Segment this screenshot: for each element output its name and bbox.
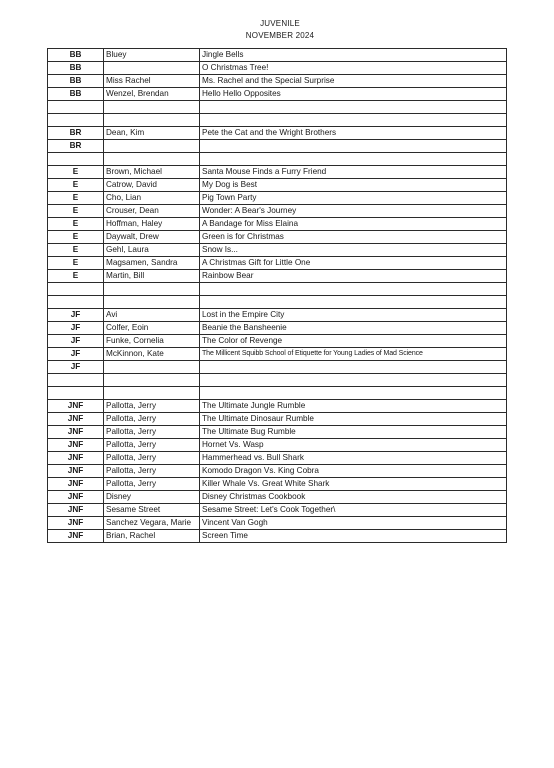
title-cell: Green is for Christmas	[200, 231, 507, 244]
table-row	[48, 244, 507, 257]
table-row	[48, 62, 507, 75]
title-cell: The Color of Revenge	[200, 335, 507, 348]
author-cell: Cho, Lian	[104, 192, 200, 205]
category-cell: JNF	[48, 504, 104, 517]
title-cell: Pete the Cat and the Wright Brothers	[200, 127, 507, 140]
author-cell: Daywalt, Drew	[104, 231, 200, 244]
table-row	[48, 114, 507, 127]
title-cell	[200, 361, 507, 374]
table-row	[48, 478, 507, 491]
table-row	[48, 439, 507, 452]
author-cell: Brian, Rachel	[104, 530, 200, 543]
title-cell: Snow Is...	[200, 244, 507, 257]
book-list-table	[47, 48, 507, 543]
category-cell	[48, 374, 104, 387]
author-cell	[104, 62, 200, 75]
category-cell: E	[48, 205, 104, 218]
table-row	[48, 387, 507, 400]
category-cell: BB	[48, 62, 104, 75]
category-cell: E	[48, 218, 104, 231]
category-cell: JNF	[48, 478, 104, 491]
category-cell: E	[48, 270, 104, 283]
category-cell: JNF	[48, 452, 104, 465]
category-cell: JF	[48, 309, 104, 322]
table-row	[48, 309, 507, 322]
category-cell: JNF	[48, 426, 104, 439]
author-cell	[104, 140, 200, 153]
category-cell: E	[48, 192, 104, 205]
category-cell: E	[48, 231, 104, 244]
author-cell: Sanchez Vegara, Marie	[104, 517, 200, 530]
author-cell	[104, 114, 200, 127]
title-cell	[200, 296, 507, 309]
title-cell	[200, 101, 507, 114]
author-cell: Dean, Kim	[104, 127, 200, 140]
author-cell	[104, 387, 200, 400]
category-cell	[48, 283, 104, 296]
title-cell: Pig Town Party	[200, 192, 507, 205]
title-cell: The Ultimate Jungle Rumble	[200, 400, 507, 413]
author-cell	[104, 283, 200, 296]
category-cell: JF	[48, 335, 104, 348]
author-cell: Pallotta, Jerry	[104, 426, 200, 439]
author-cell: Catrow, David	[104, 179, 200, 192]
book-list-body	[48, 49, 507, 543]
author-cell: Wenzel, Brendan	[104, 88, 200, 101]
table-row	[48, 348, 507, 361]
category-cell: BR	[48, 127, 104, 140]
category-cell: E	[48, 179, 104, 192]
category-cell: E	[48, 166, 104, 179]
author-cell	[104, 296, 200, 309]
title-cell	[200, 283, 507, 296]
table-row	[48, 426, 507, 439]
month-title: NOVEMBER 2024	[245, 31, 315, 40]
table-row	[48, 192, 507, 205]
title-cell: The Ultimate Dinosaur Rumble	[200, 413, 507, 426]
author-cell: Pallotta, Jerry	[104, 413, 200, 426]
title-cell: A Christmas Gift for Little One	[200, 257, 507, 270]
author-cell	[104, 153, 200, 166]
title-cell	[200, 153, 507, 166]
author-cell: Crouser, Dean	[104, 205, 200, 218]
author-cell: Colfer, Eoin	[104, 322, 200, 335]
title-cell: Ms. Rachel and the Special Surprise	[200, 75, 507, 88]
title-cell: Sesame Street: Let's Cook Together\	[200, 504, 507, 517]
author-cell: Avi	[104, 309, 200, 322]
title-cell: Wonder: A Bear's Journey	[200, 205, 507, 218]
title-cell: Lost in the Empire City	[200, 309, 507, 322]
author-cell: Hoffman, Haley	[104, 218, 200, 231]
title-cell	[200, 387, 507, 400]
title-cell: O Christmas Tree!	[200, 62, 507, 75]
title-cell: Jingle Bells	[200, 49, 507, 62]
section-title: JUVENILE	[260, 19, 300, 28]
table-row	[48, 257, 507, 270]
category-cell: BB	[48, 88, 104, 101]
table-row	[48, 231, 507, 244]
table-row	[48, 179, 507, 192]
table-row	[48, 296, 507, 309]
author-cell: Magsamen, Sandra	[104, 257, 200, 270]
category-cell: JNF	[48, 517, 104, 530]
author-cell: Gehl, Laura	[104, 244, 200, 257]
table-row	[48, 491, 507, 504]
table-row	[48, 400, 507, 413]
table-row	[48, 88, 507, 101]
category-cell	[48, 153, 104, 166]
title-cell	[200, 374, 507, 387]
title-cell: Vincent Van Gogh	[200, 517, 507, 530]
category-cell	[48, 114, 104, 127]
author-cell: McKinnon, Kate	[104, 348, 200, 361]
author-cell: Funke, Cornelia	[104, 335, 200, 348]
author-cell: Pallotta, Jerry	[104, 465, 200, 478]
title-cell: My Dog is Best	[200, 179, 507, 192]
title-cell: Komodo Dragon Vs. King Cobra	[200, 465, 507, 478]
category-cell: JF	[48, 361, 104, 374]
title-cell: Hammerhead vs. Bull Shark	[200, 452, 507, 465]
table-row	[48, 101, 507, 114]
author-cell: Pallotta, Jerry	[104, 452, 200, 465]
title-cell	[200, 114, 507, 127]
author-cell	[104, 101, 200, 114]
category-cell: E	[48, 244, 104, 257]
author-cell: Martin, Bill	[104, 270, 200, 283]
title-cell: Rainbow Bear	[200, 270, 507, 283]
table-row	[48, 374, 507, 387]
table-row	[48, 49, 507, 62]
table-row	[48, 504, 507, 517]
author-cell: Pallotta, Jerry	[104, 400, 200, 413]
table-row	[48, 322, 507, 335]
category-cell: BB	[48, 49, 104, 62]
page-header	[0, 18, 554, 42]
table-row	[48, 465, 507, 478]
author-cell: Brown, Michael	[104, 166, 200, 179]
category-cell: JNF	[48, 465, 104, 478]
title-cell: The Ultimate Bug Rumble	[200, 426, 507, 439]
table-row	[48, 413, 507, 426]
table-row	[48, 127, 507, 140]
table-row	[48, 166, 507, 179]
author-cell: Sesame Street	[104, 504, 200, 517]
category-cell: BR	[48, 140, 104, 153]
category-cell	[48, 101, 104, 114]
category-cell: JNF	[48, 439, 104, 452]
title-cell: Santa Mouse Finds a Furry Friend	[200, 166, 507, 179]
author-cell: Disney	[104, 491, 200, 504]
table-row	[48, 153, 507, 166]
category-cell: JF	[48, 348, 104, 361]
title-cell: Hornet Vs. Wasp	[200, 439, 507, 452]
table-row	[48, 530, 507, 543]
category-cell: JNF	[48, 400, 104, 413]
category-cell: E	[48, 257, 104, 270]
author-cell	[104, 361, 200, 374]
category-cell	[48, 387, 104, 400]
author-cell: Pallotta, Jerry	[104, 478, 200, 491]
category-cell: JNF	[48, 413, 104, 426]
category-cell: JNF	[48, 491, 104, 504]
table-row	[48, 270, 507, 283]
table-row	[48, 140, 507, 153]
author-cell: Bluey	[104, 49, 200, 62]
table-row	[48, 283, 507, 296]
author-cell: Miss Rachel	[104, 75, 200, 88]
author-cell: Pallotta, Jerry	[104, 439, 200, 452]
table-row	[48, 205, 507, 218]
category-cell: JNF	[48, 530, 104, 543]
category-cell: JF	[48, 322, 104, 335]
table-row	[48, 361, 507, 374]
category-cell	[48, 296, 104, 309]
table-row	[48, 218, 507, 231]
table-row	[48, 75, 507, 88]
table-row	[48, 452, 507, 465]
title-cell	[200, 140, 507, 153]
title-cell: A Bandage for Miss Elaina	[200, 218, 507, 231]
author-cell	[104, 374, 200, 387]
title-cell: Killer Whale Vs. Great White Shark	[200, 478, 507, 491]
title-cell: The Millicent Squibb School of Etiquette for Young Ladies of Mad Science	[200, 348, 507, 361]
category-cell: BB	[48, 75, 104, 88]
table-row	[48, 517, 507, 530]
title-cell: Screen Time	[200, 530, 507, 543]
title-cell: Disney Christmas Cookbook	[200, 491, 507, 504]
table-row	[48, 335, 507, 348]
title-cell: Hello Hello Opposites	[200, 88, 507, 101]
title-cell: Beanie the Bansheenie	[200, 322, 507, 335]
